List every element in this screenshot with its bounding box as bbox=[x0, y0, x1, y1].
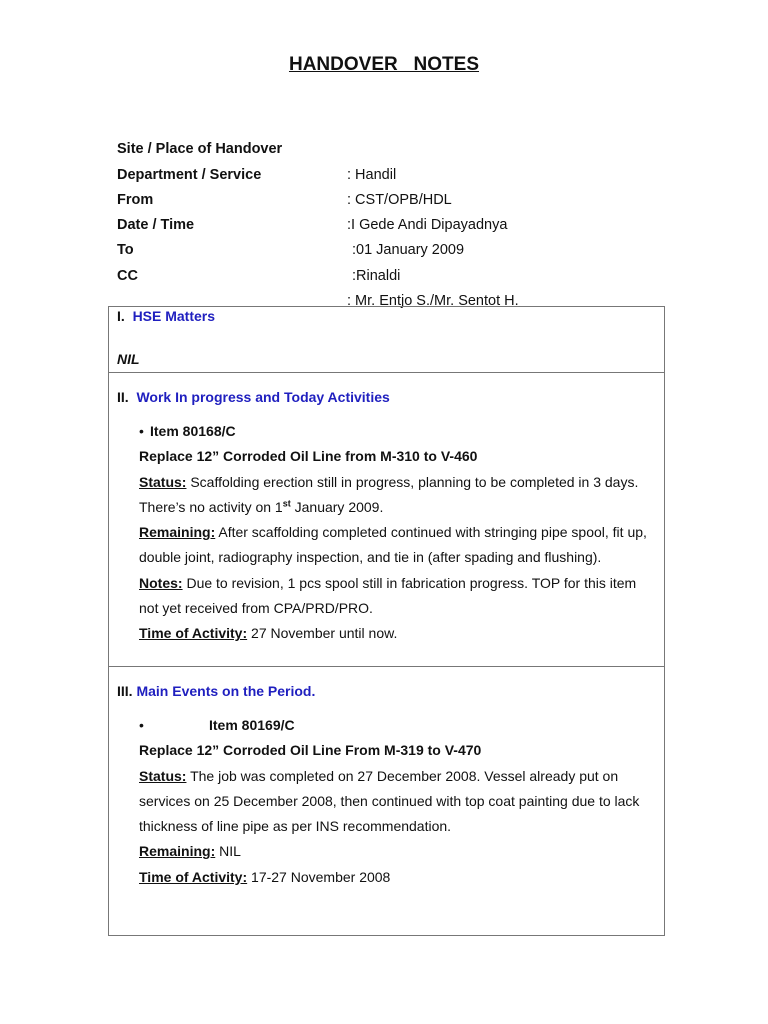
remaining-text: NIL bbox=[215, 843, 241, 860]
notes-text: Due to revision, 1 pcs spool still in fabrication progress. TOP for this item not yet received from CPA/PRD/PRO. bbox=[139, 574, 637, 617]
header-value: :Rinaldi bbox=[352, 267, 401, 284]
time-paragraph bbox=[139, 621, 659, 646]
section-wip-heading bbox=[117, 389, 390, 405]
time-paragraph bbox=[139, 865, 659, 890]
time-text: 27 November until now. bbox=[247, 625, 398, 642]
time-label: Time of Activity: bbox=[139, 868, 248, 885]
header-value: :I Gede Andi Dipayadnya bbox=[347, 217, 508, 234]
remaining-paragraph bbox=[139, 839, 659, 864]
item-number: Item 80168/C bbox=[150, 423, 236, 439]
header-label: CC bbox=[117, 267, 138, 284]
notes-label: Notes: bbox=[139, 574, 183, 591]
status-label: Status: bbox=[139, 767, 187, 784]
section-title: Work In progress and Today Activities bbox=[136, 389, 390, 405]
handover-header bbox=[117, 112, 519, 310]
ordinal-suffix: st bbox=[282, 498, 291, 509]
list-item bbox=[139, 713, 659, 738]
row-divider bbox=[109, 666, 664, 667]
item-number: Item 80169/C bbox=[209, 717, 295, 733]
handover-table bbox=[108, 306, 665, 936]
remaining-text: After scaffolding completed continued with stringing pipe spool, fit up, double joint, radiography inspection, and tie in (after spading and flushing). bbox=[139, 524, 647, 566]
header-label: From bbox=[117, 191, 154, 208]
document-title: HANDOVER NOTES bbox=[288, 54, 480, 75]
section-title: Main Events on the Period. bbox=[136, 683, 316, 699]
header-label: Date / Time bbox=[117, 217, 195, 234]
section-events-body bbox=[139, 713, 659, 890]
section-events-heading bbox=[117, 683, 315, 699]
header-value: : CST/OPB/HDL bbox=[347, 191, 452, 208]
header-label: Site / Place of Handover bbox=[117, 141, 283, 158]
section-title: HSE Matters bbox=[132, 308, 216, 324]
section-number: I. bbox=[117, 308, 125, 324]
status-paragraph bbox=[139, 470, 659, 521]
row-divider bbox=[109, 372, 664, 373]
item-heading: Replace 12” Corroded Oil Line from M-310 to V-460 bbox=[139, 448, 478, 465]
header-value: : Handil bbox=[347, 166, 397, 183]
bullet-icon: • bbox=[139, 423, 144, 439]
status-text: The job was completed on 27 December 2008. Vessel already put on services on 25 December 2008, then continued with top coat painting due to lack thickness of line pipe as per INS recommendation. bbox=[139, 767, 640, 835]
hse-content: NIL bbox=[117, 351, 140, 367]
status-text-end: January 2009. bbox=[290, 498, 384, 515]
section-number: II. bbox=[117, 389, 129, 405]
time-text: 17-27 November 2008 bbox=[247, 868, 391, 885]
header-value: : Mr. Entjo S./Mr. Sentot H. bbox=[347, 293, 519, 310]
header-label: To bbox=[117, 242, 134, 259]
section-hse-heading bbox=[117, 308, 215, 324]
list-item bbox=[139, 419, 659, 444]
status-text: Scaffolding erection still in progress, planning to be completed in 3 days. There’s no activity on 1 bbox=[139, 473, 639, 515]
time-label: Time of Activity: bbox=[139, 625, 248, 642]
status-label: Status: bbox=[139, 473, 187, 490]
remaining-label: Remaining: bbox=[139, 524, 216, 541]
remaining-paragraph bbox=[139, 520, 659, 571]
status-paragraph bbox=[139, 764, 659, 840]
section-number: III. bbox=[117, 683, 133, 699]
section-wip-body bbox=[139, 419, 659, 647]
header-label: Department / Service bbox=[117, 166, 262, 183]
item-heading: Replace 12” Corroded Oil Line From M-319 to V-470 bbox=[139, 742, 482, 759]
notes-paragraph bbox=[139, 571, 659, 622]
remaining-label: Remaining: bbox=[139, 843, 216, 860]
bullet-icon: • bbox=[139, 717, 144, 733]
header-value: :01 January 2009 bbox=[352, 242, 465, 259]
